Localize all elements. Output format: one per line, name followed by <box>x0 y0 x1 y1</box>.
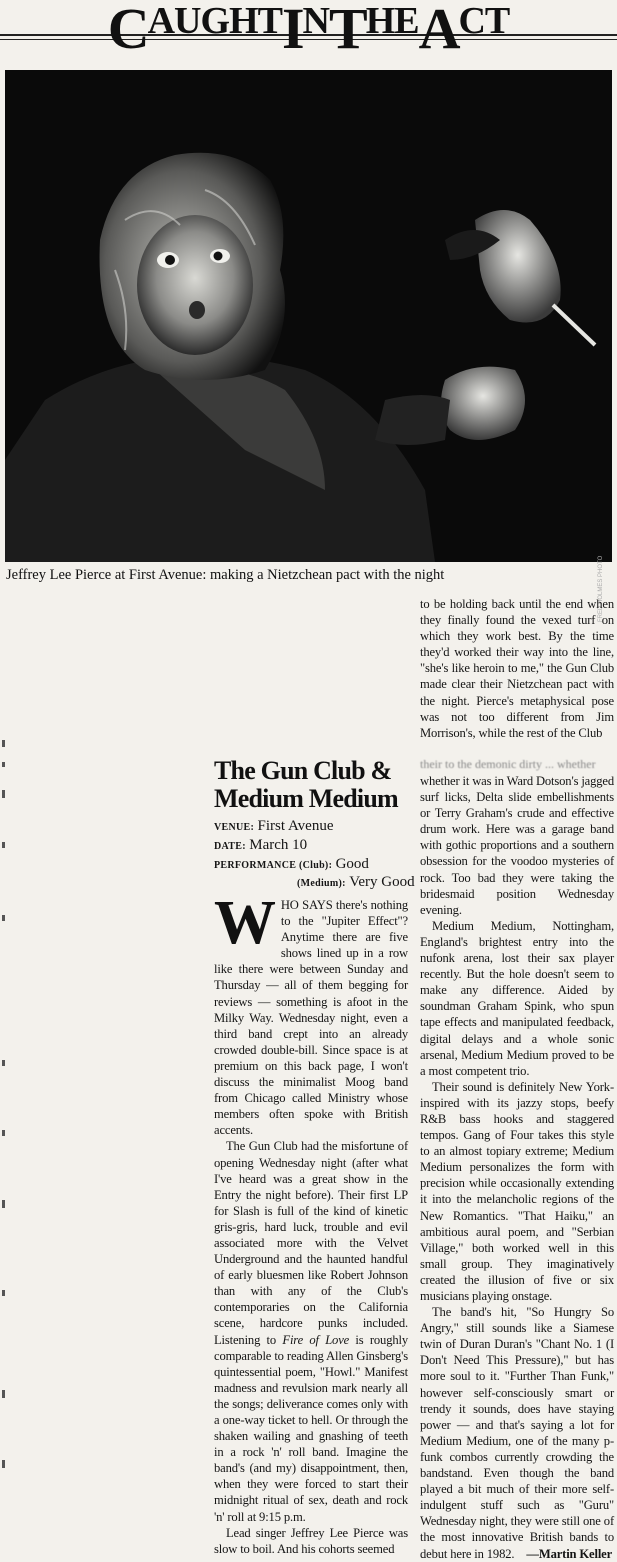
venue-label: VENUE: <box>214 822 255 833</box>
paragraph-gun-club <box>214 1138 408 1524</box>
paragraph-text: there's nothing to the "Jupiter Effect"? Anytime there are five shows lined up in a row like there were between Sunday and Thursday — all of them begging for reviews — something is afoot in the Milky Way. Wednesday night, even a third band crept into an already crowded double-bill. Since space is at premium on this back page, I won't discuss the minimalist Moog band from Chicago called Ministry whose members often spoke with British accents. <box>214 898 408 1138</box>
paragraph-intro <box>214 889 408 1138</box>
paragraph-hit <box>420 1304 614 1562</box>
paragraph-lead-singer: Lead singer Jeffrey Lee Pierce was slow to boil. And his cohorts seemed <box>214 1525 408 1556</box>
headline-line-1: The Gun Club & <box>214 756 392 785</box>
margin-mark <box>2 1130 5 1136</box>
performance-medium-value: Very Good <box>349 874 415 890</box>
date-label: DATE: <box>214 841 246 852</box>
date-line <box>214 837 307 854</box>
performance-club-line <box>214 856 369 873</box>
paragraph-text: is roughly comparable to reading Allen Ginsberg's quintessential poem, "Howl." Manifest madness and revulsion mark nearly all the songs; deliverance comes only with a one-way ticket to hell. Or through the shaken wailing and gnashing of teeth in a rock 'n' roll band. Imagine the band's (and my) disappointment, then, when they were forced to start their midnight ritual of sex, death and rock 'n' roll at 9:15 p.m. <box>214 1332 408 1524</box>
margin-mark <box>2 1460 5 1468</box>
performance-label: PERFORMANCE (Club): <box>214 860 333 871</box>
date-value: March 10 <box>249 837 308 853</box>
margin-mark <box>2 790 5 798</box>
paragraph-text: The Gun Club had the misfortune of opening Wednesday night (after what I've heard was a great show in the Entry the night before). Their first LP for Slash is full of the kind of kinetic gris-gris, hard luck, trouble and evil associated more with the Velvet Underground and the haunted handful of early bluesmen like Robert Johnson than with any of the Club's contemporaries on the California scene, hardcore punks included. Listening to <box>214 1139 408 1347</box>
performance-club-value: Good <box>335 856 369 872</box>
venue-value: First Avenue <box>257 818 334 834</box>
performance-medium-label: (Medium): <box>297 878 346 889</box>
lead-in: HO SAYS <box>280 898 333 912</box>
article-column-1 <box>214 889 408 1557</box>
smudged-print-line: their to the demonic dirty ... whether <box>420 757 596 771</box>
margin-mark <box>2 762 5 767</box>
performer-photo-illustration <box>5 70 612 562</box>
margin-mark <box>2 1290 5 1296</box>
article-headline <box>214 757 414 813</box>
margin-mark <box>2 740 5 747</box>
title-aught: AUGHT <box>147 0 282 42</box>
title-initial-t: T <box>329 0 366 61</box>
margin-mark <box>2 1200 5 1208</box>
section-title <box>0 0 617 61</box>
margin-mark <box>2 915 5 921</box>
paragraph-drum-work: whether it was in Ward Dotson's jagged surf licks, Delta slide embellishments or Terry Graham's crude and effective drum work. Here was a garage band with gothic proportions and a southern obsession for the voodoo mysteries of rock. Too bad they were taking the bridesmaid position Wednesday evening. <box>420 774 614 917</box>
performance-medium-line <box>297 874 415 891</box>
album-title: Fire of Love <box>282 1332 350 1347</box>
title-ct: CT <box>458 0 510 42</box>
drop-cap: W <box>214 889 276 957</box>
title-initial-c: C <box>107 0 148 61</box>
venue-line <box>214 818 333 835</box>
title-initial-i: I <box>281 0 303 61</box>
byline: —Martin Keller <box>526 1546 613 1561</box>
photo-credit: FRED HOLMES PHOTO <box>598 555 604 622</box>
title-n: N <box>302 0 329 42</box>
paragraph-continued: to be holding back until the end when they finally found the vexed turf on which they work best. By the time they'd worked their way into the line, "she's like heroin to me," the Gun Club made clear their Nietzchean pact with the night. Pierce's metaphysical pose was not too different from Jim Morrison's, while the rest of the Club <box>420 597 614 740</box>
paragraph-medium-medium: Medium Medium, Nottingham, England's brightest entry into the nufonk arena, lost their sax player recently. But the hole doesn't seem to make any difference. Aided by soundman Graham Spink, who spun tape effects and manipulated feedback, digital delays and a whole sonic arsenal, Medium Medium proved to be a most competent trio. <box>420 918 614 1078</box>
margin-mark <box>2 1060 5 1066</box>
margin-mark <box>2 1390 5 1398</box>
article-column-2 <box>420 773 614 1562</box>
photo-caption: Jeffrey Lee Pierce at First Avenue: making a Nietzchean pact with the night <box>6 567 445 583</box>
paragraph-sound: Their sound is definitely New York-inspired with its jazzy stops, beefy R&B bass hooks and staggered tempos. Gang of Four takes this style to an almost topiary extreme; Medium Medium personalizes the form with precision while occasionally extending it into the melancholic regions of the New Romantics. "That Haiku," an ambitious aural poem, and "Serbian Village," both worked well in this small group. They imaginatively created the illusion of five or six musicians playing onstage. <box>420 1079 614 1303</box>
margin-mark <box>2 842 5 848</box>
paragraph-text: The band's hit, "So Hungry So Angry," still sounds like a Siamese twin of Duran Duran's "Chant No. 1 (I Don't Need This Pressure)," but has more soul to it. "Further Than Funk," however self-consciously smart or trendy it sounds, does have staying power — and that's saying a lot for Medium Medium, one of the many p-funk combos currently crowding the bandstand. Even though the band played a bit much of their more self-indulgent stuff such as "Guru" Wednesday night, they were still one of the most innovative British bands to debut here in 1982. <box>420 1305 614 1561</box>
masthead <box>0 0 617 62</box>
title-initial-a: A <box>418 0 459 61</box>
title-he: HE <box>365 0 419 42</box>
article-column-2-top <box>420 596 614 741</box>
headline-line-2: Medium Medium <box>214 784 398 813</box>
